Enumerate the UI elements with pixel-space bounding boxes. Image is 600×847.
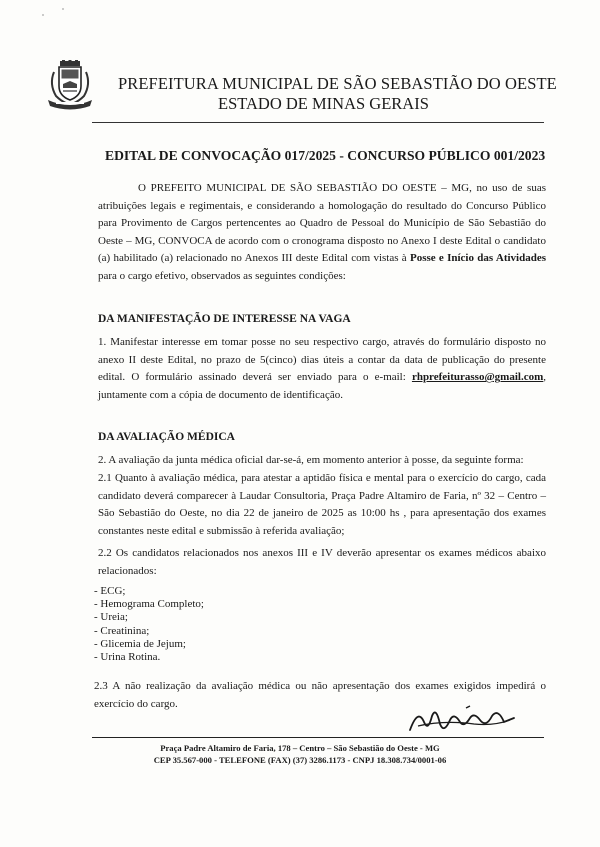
footer-address: Praça Padre Altamiro de Faria, 178 – Centro – São Sebastião do Oeste - MG: [160, 743, 440, 753]
scan-speck: [42, 14, 44, 16]
footer-divider: [92, 737, 544, 738]
list-item: - Urina Rotina.: [94, 651, 161, 664]
list-item: - Glicemia de Jejum;: [94, 637, 186, 650]
intro-bold-phrase: Posse e Início das Atividades: [409, 252, 546, 265]
exam-list: [94, 585, 204, 664]
section-heading-interest: DA MANIFESTAÇÃO DE INTERESSE NA VAGA: [98, 313, 351, 325]
scan-speck: [62, 8, 64, 10]
footer-contact: CEP 35.567-000 - TELEFONE (FAX) (37) 3286.1173 - CNPJ 18.308.734/0001-06: [153, 755, 447, 765]
header-divider: [92, 122, 544, 123]
medical-paragraph-2-2: 2.2 Os candidatos relacionados nos anexos III e IV deverão apresentar os exames médicos abaixo relacionados:: [98, 547, 546, 577]
intro-paragraph: O PREFEITO MUNICIPAL DE SÃO SEBASTIÃO DO OESTE – MG, no uso de suas atribuições legais e regimentais, e considerando a homologação do resultado do Concurso Público para Provimento de Cargos pertencentes ao Quadro de Pessoal do Município de São Sebastião do Oeste – MG, CONVOCA de acordo com o cronograma disposto no Anexo I deste Edital o candidato (a) habilitado (a) relacionado no Anexos III deste Edital com vistas à Posse e Início das Atividades para o cargo efetivo, observados as seguintes condições:: [98, 182, 546, 282]
header-municipality: PREFEITURA MUNICIPAL DE SÃO SEBASTIÃO DO OESTE: [118, 74, 557, 93]
municipal-crest-icon: [46, 60, 94, 110]
section-heading-medical: DA AVALIAÇÃO MÉDICA: [98, 431, 235, 443]
handwritten-signature-icon: [404, 700, 520, 740]
list-item: - Hemograma Completo;: [94, 598, 204, 611]
header-state: ESTADO DE MINAS GERAIS: [218, 94, 429, 113]
medical-paragraph-2-1: 2.1 Quanto à avaliação médica, para atestar a aptidão física e mental para o exercício do cargo, cada candidato deverá comparecer à Laudar Consultoria, Praça Padre Altamiro de Faria, nº 32 – Centro – São Sebastião do Oeste, no dia 22 de janeiro de 2025 as 10:00 hs , para apresentação dos exames constantes neste edital e submissão à referida avaliação;: [98, 472, 546, 537]
medical-paragraph-2-3: 2.3 A não realização da avaliação médica ou não apresentação dos exames exigidos impedirá o exercício do cargo.: [94, 680, 546, 710]
medical-paragraph-2: 2. A avaliação da junta médica oficial dar-se-á, em momento anterior à posse, da seguinte forma:: [98, 454, 524, 466]
document-title: EDITAL DE CONVOCAÇÃO 017/2025 - CONCURSO PÚBLICO 001/2023: [105, 148, 546, 163]
contact-email: rhprefeiturasso@gmail.com: [411, 371, 544, 384]
list-item: - Ureia;: [94, 611, 128, 624]
interest-paragraph: 1. Manifestar interesse em tomar posse no seu respectivo cargo, através do formulário disposto no anexo II deste Edital, no prazo de 5(cinco) dias úteis a contar da data de publicação do presente edital. O formulário assinado deverá ser enviado para o e-mail: rhprefeiturasso@gmail.com, juntamente com a cópia de documento de identificação.: [98, 336, 546, 401]
list-item: - Creatinina;: [94, 624, 150, 637]
list-item: - ECG;: [94, 585, 126, 597]
